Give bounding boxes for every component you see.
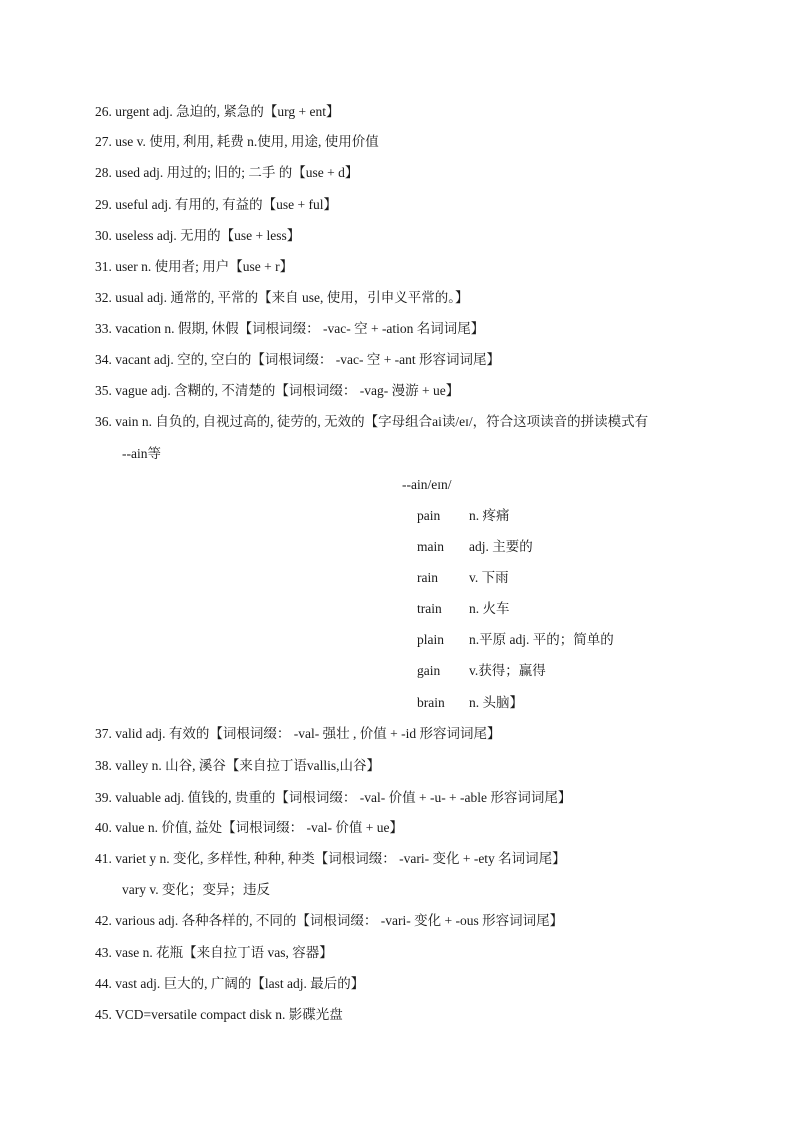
entry-26 [95, 103, 339, 121]
pattern-word: gain [417, 663, 441, 678]
entry-number: 37. [95, 726, 112, 741]
entry-number: 29. [95, 197, 112, 212]
pattern-gloss: n.平原 adj. 平的；简单的 [469, 632, 614, 647]
entry-text: valuable adj. 值钱的, 贵重的【词根词缀： -val- 价值 + -u- + -able 形容词词尾】 [115, 790, 572, 805]
pattern-header: --ain/eɪn/ [402, 477, 452, 492]
entry-number: 27. [95, 134, 112, 149]
pattern-word-row [417, 600, 510, 618]
pattern-word: pain [417, 508, 441, 523]
pattern-word-row [417, 631, 614, 649]
entry-text: various adj. 各种各样的, 不同的【词根词缀： -vari- 变化 + -ous 形容词词尾】 [115, 913, 564, 928]
entry-45 [95, 1006, 343, 1024]
entry-text: vase n. 花瓶【来自拉丁语 vas, 容器】 [115, 945, 333, 960]
entry-number: 42. [95, 913, 112, 928]
entry-text: useless adj. 无用的【use + less】 [115, 228, 301, 243]
entry-39 [95, 789, 571, 807]
pattern-word: plain [417, 632, 444, 647]
entry-text: useful adj. 有用的, 有益的【use + ful】 [115, 197, 337, 212]
entry-40 [95, 819, 403, 837]
pattern-gloss: n. 火车 [469, 601, 510, 616]
entry-30 [95, 227, 300, 245]
entry-34 [95, 351, 500, 369]
entry-text: user n. 使用者; 用户【use + r】 [115, 259, 294, 274]
pattern-word-row [417, 662, 546, 680]
entry-36 [95, 413, 648, 431]
entry-38 [95, 757, 380, 775]
entry-number: 35. [95, 383, 112, 398]
pattern-gloss: v.获得；赢得 [469, 663, 546, 678]
pattern-word: brain [417, 695, 445, 710]
entry-number: 44. [95, 976, 112, 991]
entry-number: 26. [95, 104, 112, 119]
entry-text: vast adj. 巨大的, 广阔的【last adj. 最后的】 [115, 976, 365, 991]
entry-42 [95, 912, 563, 930]
entry-number: 30. [95, 228, 112, 243]
entry-number: 31. [95, 259, 112, 274]
pattern-word-row [417, 694, 523, 712]
entry-text: vacant adj. 空的, 空白的【词根词缀： -vac- 空 + -ant 形容词词尾】 [115, 352, 501, 367]
entry-41-continuation: vary v. 变化；变异；违反 [122, 882, 270, 897]
entry-number: 40. [95, 820, 112, 835]
entry-number: 33. [95, 321, 112, 336]
pattern-gloss: n. 疼痛 [469, 508, 510, 523]
entry-text: vague adj. 含糊的, 不清楚的【词根词缀： -vag- 漫游 + ue】 [115, 383, 460, 398]
entry-37 [95, 725, 500, 743]
pattern-word: train [417, 601, 442, 616]
pattern-word-row [417, 569, 509, 587]
entry-text: use v. 使用, 利用, 耗费 n.使用, 用途, 使用价值 [115, 134, 379, 149]
pattern-word: rain [417, 570, 438, 585]
entry-text: variet y n. 变化, 多样性, 种种, 种类【词根词缀： -vari- 变化 + -ety 名词词尾】 [115, 851, 566, 866]
entry-27 [95, 133, 379, 151]
entry-29 [95, 196, 337, 214]
entry-text: VCD=versatile compact disk n. 影碟光盘 [115, 1007, 343, 1022]
pattern-gloss: n. 头脑】 [469, 695, 523, 710]
entry-43 [95, 944, 333, 962]
entry-text: value n. 价值, 益处【词根词缀： -val- 价值 + ue】 [115, 820, 403, 835]
entry-31 [95, 258, 293, 276]
pattern-gloss: adj. 主要的 [469, 539, 533, 554]
entry-text: usual adj. 通常的, 平常的【来自 use, 使用，引申义平常的。】 [115, 290, 469, 305]
entry-text: used adj. 用过的; 旧的; 二手 的【use + d】 [115, 165, 359, 180]
entry-text: valid adj. 有效的【词根词缀： -val- 强壮 , 价值 + -id 形容词词尾】 [115, 726, 501, 741]
entry-number: 32. [95, 290, 112, 305]
entry-number: 34. [95, 352, 112, 367]
entry-33 [95, 320, 484, 338]
pattern-word-row [417, 507, 510, 525]
entry-number: 36. [95, 414, 112, 429]
entry-32 [95, 289, 468, 307]
entry-number: 43. [95, 945, 112, 960]
pattern-word: main [417, 539, 444, 554]
pattern-gloss: v. 下雨 [469, 570, 509, 585]
entry-text: valley n. 山谷, 溪谷【来自拉丁语vallis,山谷】 [115, 758, 380, 773]
entry-28 [95, 164, 358, 182]
entry-text: urgent adj. 急迫的, 紧急的【urg + ent】 [115, 104, 340, 119]
entry-text: vain n. 自负的, 自视过高的, 徒劳的, 无效的【字母组合ai读/eɪ/，符合这项读音的拼读模式有 [115, 414, 649, 429]
entry-number: 41. [95, 851, 112, 866]
entry-41 [95, 850, 566, 868]
entry-35 [95, 382, 459, 400]
entry-number: 28. [95, 165, 112, 180]
entry-number: 38. [95, 758, 112, 773]
entry-number: 45. [95, 1007, 112, 1022]
entry-36-continuation: --ain等 [122, 446, 161, 461]
entry-text: vacation n. 假期, 休假【词根词缀： -vac- 空 + -ation 名词词尾】 [115, 321, 485, 336]
pattern-word-row [417, 538, 533, 556]
entry-44 [95, 975, 364, 993]
entry-number: 39. [95, 790, 112, 805]
